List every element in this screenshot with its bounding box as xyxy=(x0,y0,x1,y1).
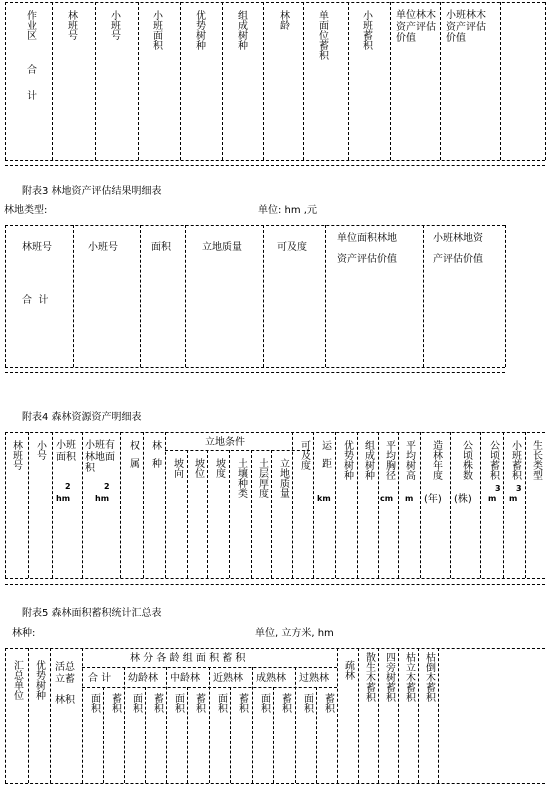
t3-header-shengzhang: 生长类型 xyxy=(530,440,542,480)
t1-header-danwei-xuji: 单面位蓄积 xyxy=(316,10,328,60)
t4-sub-xuji-1: 蓄积 xyxy=(109,693,121,713)
t3-header-zaolin: 造林年度 xyxy=(430,440,442,480)
t1-header-xiaoban-xuji: 小班蓄积 xyxy=(360,10,372,50)
t3-header-yunju: 运距 xyxy=(319,440,331,476)
t2-header-danwei-1: 单位面积林地 xyxy=(337,233,397,244)
t4-header-huozong: 活总立蓄 xyxy=(55,662,75,685)
t3-unit-youlindi: hm xyxy=(95,494,110,503)
t2-type-label: 林地类型: xyxy=(4,205,48,216)
t4-type-label: 林种: xyxy=(12,628,36,639)
t3-unit-zhushu: (株) xyxy=(454,494,472,505)
t4-sub-mianji-1: 面积 xyxy=(88,693,100,713)
t4-header-kuli: 枯立木蓄积 xyxy=(403,652,415,702)
t3-unit-youlindi-sup: 2 xyxy=(104,482,110,491)
t4-header-sansheng: 散生木蓄积 xyxy=(363,652,375,702)
t1-header-linling: 林龄 xyxy=(277,10,289,30)
t1-header-linban: 林班号 xyxy=(65,10,77,40)
t3-unit-zaolin: (年) xyxy=(424,494,442,505)
t1-header-youshi: 优势树种 xyxy=(193,10,205,50)
t2-header-lidi: 立地质量 xyxy=(202,242,242,253)
t4-header-shulin: 疏林 xyxy=(342,660,354,680)
t2-header-xiaoban-1: 小班林地资 xyxy=(433,233,483,244)
t4-sub-xuji-4: 蓄积 xyxy=(236,693,248,713)
t3-header-youshi: 优势树种 xyxy=(341,440,353,480)
t3-unit-gongqing-sup: 3 xyxy=(495,484,501,493)
t3-header-gongqing-xuji: 公顷蓄积 xyxy=(487,440,499,480)
t4-header-guoshu: 过熟林 xyxy=(299,673,329,684)
t3-header-xiao: 小号 xyxy=(34,440,46,460)
t4-header-heji: 合 计 xyxy=(88,673,112,684)
t4-header-sipang: 四旁树蓄积 xyxy=(383,652,395,702)
t3-header-zhushu: 公顷株数 xyxy=(460,440,472,480)
t4-caption: 附表5 森林面积蓄积统计汇总表 xyxy=(22,608,162,619)
t4-header-linfen: 林 分 各 龄 组 面 积 蓄 积 xyxy=(130,653,246,664)
t1-heji: 合计 xyxy=(24,64,36,116)
t2-heji: 合 计 xyxy=(22,295,49,306)
t2-header-danwei-2: 资产评估价值 xyxy=(337,254,397,265)
t4-header-youling: 幼龄林 xyxy=(128,673,158,684)
t1-header-mianji: 小班面积 xyxy=(150,10,162,50)
t3-header-mianji: 小班面积 xyxy=(56,440,76,463)
t3-header-shugao: 平均树高 xyxy=(403,440,415,480)
t3-header-xiongjing: 平均胸径 xyxy=(383,440,395,480)
t4-sub-mianji-2: 面积 xyxy=(130,693,142,713)
t2-header-mianji: 面积 xyxy=(151,242,171,253)
t4-sub-xuji-3: 蓄积 xyxy=(193,693,205,713)
t3-header-lidi-tiaojian: 立地条件 xyxy=(205,437,245,448)
t3-header-linzhong: 林种 xyxy=(149,440,161,476)
t4-sub-xuji-2: 蓄积 xyxy=(151,693,163,713)
t3-header-poxiang: 坡向 xyxy=(171,458,183,478)
t3-header-podu: 坡度 xyxy=(213,458,225,478)
t4-header-huizong: 汇总单位 xyxy=(11,660,23,700)
t2-header-xiaoban-2: 产评估价值 xyxy=(433,254,483,265)
t4-unit-label: 单位, 立方米, hm xyxy=(255,628,334,639)
t4-header-chengshu: 成熟林 xyxy=(256,673,286,684)
t4-header-linji: 林积 xyxy=(55,695,75,706)
t3-header-lidizhiliang: 立地质量 xyxy=(277,458,289,498)
t2-header-kejidu: 可及度 xyxy=(277,242,307,253)
t3-header-turang: 土壤种类 xyxy=(235,458,247,498)
t1-header-xiaoban-jiazhi: 小班林木资产评估价值 xyxy=(446,10,486,44)
t4-sub-xuji-6: 蓄积 xyxy=(322,693,334,713)
t4-header-zhongling: 中龄林 xyxy=(170,673,200,684)
t3-header-quanshu: 权属 xyxy=(127,440,139,476)
t4-sub-mianji-5: 面积 xyxy=(258,693,270,713)
t1-header-danwei-jiazhi: 单位林木资产评估价值 xyxy=(396,10,436,44)
t4-header-jinshu: 近熟林 xyxy=(213,673,243,684)
t1-header-xiaoban: 小班号 xyxy=(108,10,120,40)
t2-header-xiaoban: 小班号 xyxy=(88,242,118,253)
t3-header-youlindi: 小班有林地面积 xyxy=(85,440,115,474)
t3-header-tuceng: 土层厚度 xyxy=(256,458,268,498)
t4-header-kudao: 枯倒木蓄积 xyxy=(423,652,435,702)
t4-sub-mianji-6: 面积 xyxy=(301,693,313,713)
t2-header-linban: 林班号 xyxy=(22,242,52,253)
t3-header-linban: 林班号 xyxy=(10,440,22,470)
t3-unit-xiaoban-sup: 3 xyxy=(516,484,522,493)
t3-unit-gongqing: m xyxy=(488,494,497,503)
t3-caption: 附表4 森林资源资产明细表 xyxy=(22,412,142,423)
t3-unit-mianji-sup: 2 xyxy=(65,482,71,491)
t4-sub-xuji-5: 蓄积 xyxy=(279,693,291,713)
t3-unit-mianji: hm xyxy=(56,494,71,503)
t3-unit-xiaoban: m xyxy=(509,494,518,503)
t1-header-zuoyequ: 作业区 xyxy=(24,10,36,40)
t3-header-xiaoban-xuji: 小班蓄积 xyxy=(509,440,521,480)
t3-unit-xiongjing: cm xyxy=(380,494,394,503)
t4-sub-mianji-4: 面积 xyxy=(215,693,227,713)
t3-header-zucheng: 组成树种 xyxy=(362,440,374,480)
t3-header-kejidu: 可及度 xyxy=(298,440,310,470)
t2-unit-label: 单位: hm ,元 xyxy=(258,205,317,216)
t4-header-youshi: 优势树种 xyxy=(33,660,45,700)
t3-unit-shugao: m xyxy=(405,494,414,503)
t1-header-zucheng: 组成树种 xyxy=(235,10,247,50)
t4-sub-mianji-3: 面积 xyxy=(172,693,184,713)
t3-unit-yunju: km xyxy=(317,494,331,503)
t3-header-powei: 坡位 xyxy=(192,458,204,478)
t2-caption: 附表3 林地资产评估结果明细表 xyxy=(22,186,162,197)
